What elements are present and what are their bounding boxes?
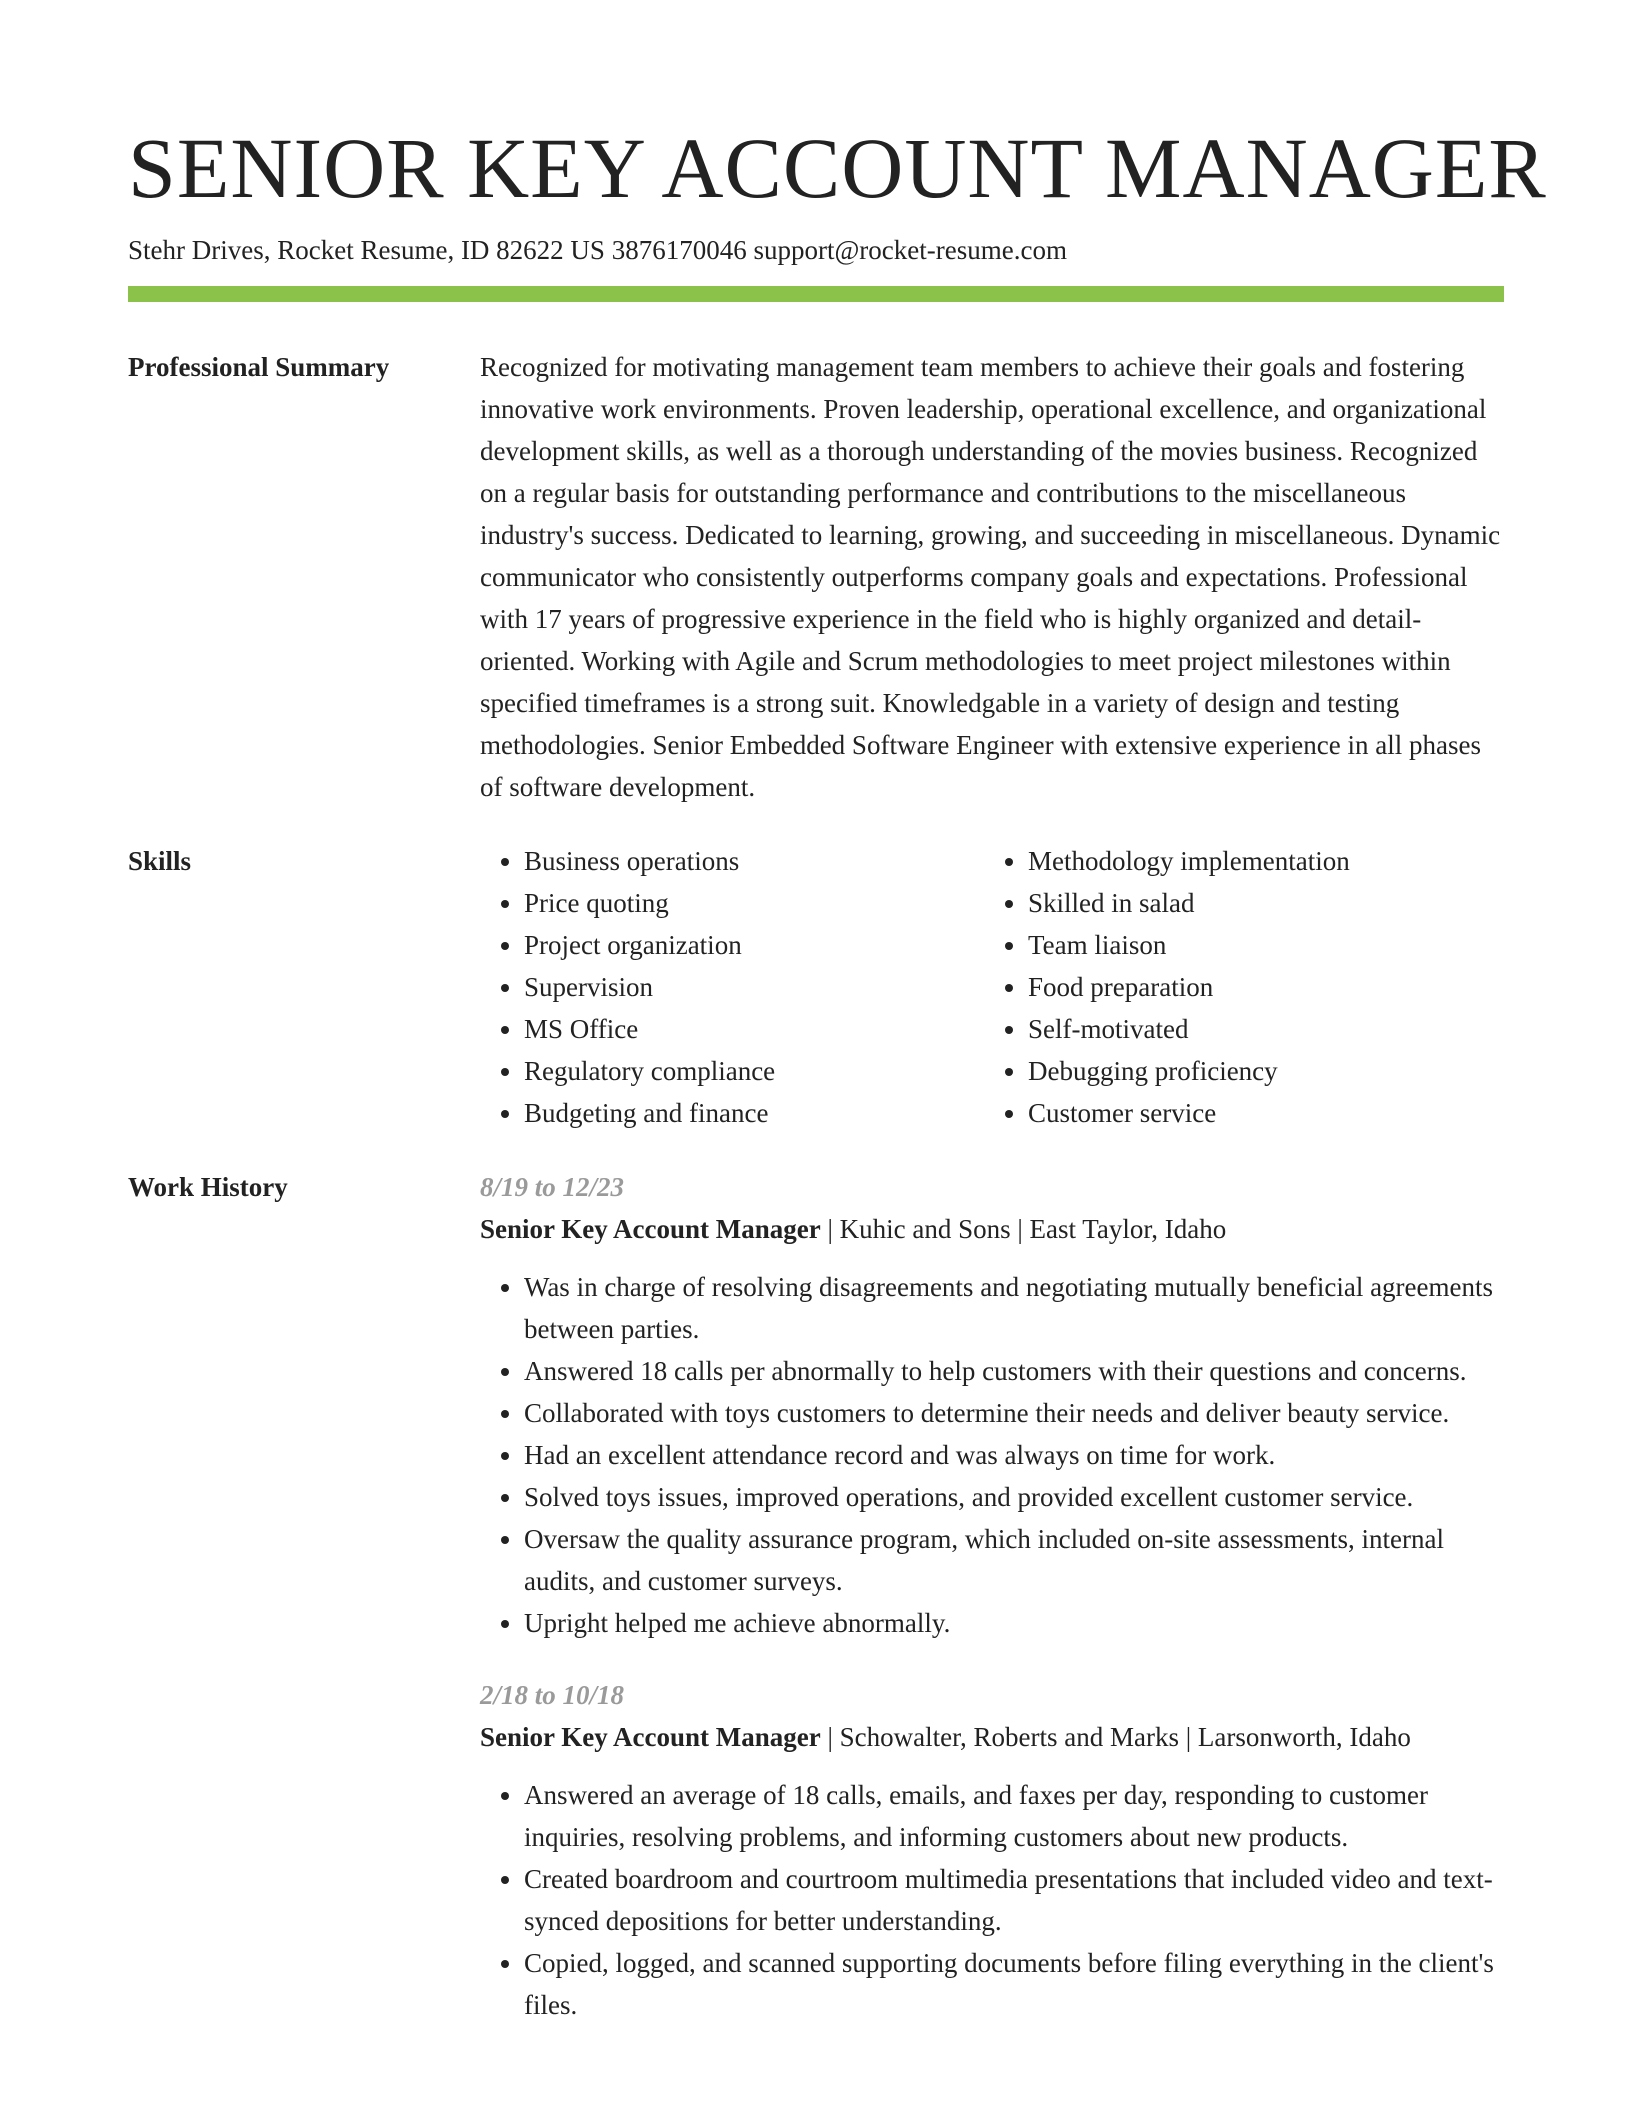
job-title: Senior Key Account Manager (480, 1722, 821, 1752)
skill-item: • Methodology implementation (1028, 840, 1488, 882)
job-dates: 2/18 to 10/18 (480, 1680, 625, 1710)
skills-list-left (480, 840, 984, 1134)
job-heading (480, 1716, 1504, 1758)
skills-columns (480, 840, 1504, 1134)
skill-item: • Customer service (1028, 1092, 1488, 1134)
job-bullet: • Copied, logged, and scanned supporting documents before filing everything in the client's files. (524, 1942, 1504, 2026)
skill-item: • Debugging proficiency (1028, 1050, 1488, 1092)
job-bullet: • Upright helped me achieve abnormally. (524, 1602, 1504, 1644)
skill-item: • Skilled in salad (1028, 882, 1488, 924)
skill-item: • Supervision (524, 966, 984, 1008)
contact-line: Stehr Drives, Rocket Resume, ID 82622 US 3876170046 support@rocket-resume.com (128, 235, 1067, 265)
skill-item: • Team liaison (1028, 924, 1488, 966)
job-bullet-list (480, 1774, 1504, 2026)
job-bullet: • Solved toys issues, improved operations, and provided excellent customer service. (524, 1476, 1504, 1518)
job-bullet-list (480, 1266, 1504, 1644)
job-bullet: • Answered 18 calls per abnormally to help customers with their questions and concerns. (524, 1350, 1504, 1392)
skill-item: • Budgeting and finance (524, 1092, 984, 1134)
skill-item: • Project organization (524, 924, 984, 966)
skill-item: • Business operations (524, 840, 984, 882)
summary-text: Recognized for motivating management team members to achieve their goals and fostering innovative work environments. Proven leadership, operational excellence, and organizational development skills, as well as a thorough understanding of the movies business. Recognized on a regular basis for outstanding performance and contributions to the miscellaneous industry's success. Dedicated to learning, growing, and succeeding in miscellaneous. Dynamic communicator who consistently outperforms company goals and expectations. Professional with 17 years of progressive experience in the field who is highly organized and detail-oriented. Working with Agile and Scrum methodologies to meet project milestones within specified timeframes is a strong suit. Knowledgable in a variety of design and testing methodologies. Senior Embedded Software Engineer with extensive experience in all phases of software development. (480, 352, 1501, 802)
job-bullet: • Oversaw the quality assurance program, which included on-site assessments, internal audits, and customer surveys. (524, 1518, 1504, 1602)
job-bullet: • Created boardroom and courtroom multimedia presentations that included video and text-synced depositions for better understanding. (524, 1858, 1504, 1942)
work-content (480, 1166, 1504, 2056)
job-title: Senior Key Account Manager (480, 1214, 821, 1244)
section-label-work: Work History (128, 1172, 288, 1202)
skill-item: • Food preparation (1028, 966, 1488, 1008)
skill-item: • Regulatory compliance (524, 1050, 984, 1092)
job-dates: 8/19 to 12/23 (480, 1172, 625, 1202)
section-label-skills: Skills (128, 846, 192, 876)
skill-item: • Price quoting (524, 882, 984, 924)
skill-item: • MS Office (524, 1008, 984, 1050)
section-label-summary: Professional Summary (128, 352, 390, 382)
job-bullet: • Had an excellent attendance record and was always on time for work. (524, 1434, 1504, 1476)
job-bullet: • Was in charge of resolving disagreements and negotiating mutually beneficial agreements between parties. (524, 1266, 1504, 1350)
job-entry (480, 1166, 1504, 1644)
job-details: | Kuhic and Sons | East Taylor, Idaho (820, 1214, 1227, 1244)
job-bullet: • Collaborated with toys customers to determine their needs and deliver beauty service. (524, 1392, 1504, 1434)
job-bullet: • Answered an average of 18 calls, emails, and faxes per day, responding to customer inquiries, resolving problems, and informing customers about new products. (524, 1774, 1504, 1858)
accent-divider (128, 286, 1504, 302)
summary-content (480, 346, 1504, 808)
job-heading (480, 1208, 1504, 1250)
skill-item: • Self-motivated (1028, 1008, 1488, 1050)
skills-content (480, 840, 1504, 1134)
resume-title: SENIOR KEY ACCOUNT MANAGER (128, 120, 1547, 216)
skills-list-right (984, 840, 1488, 1134)
job-details: | Schowalter, Roberts and Marks | Larsonworth, Idaho (820, 1722, 1411, 1752)
job-entry (480, 1674, 1504, 2026)
